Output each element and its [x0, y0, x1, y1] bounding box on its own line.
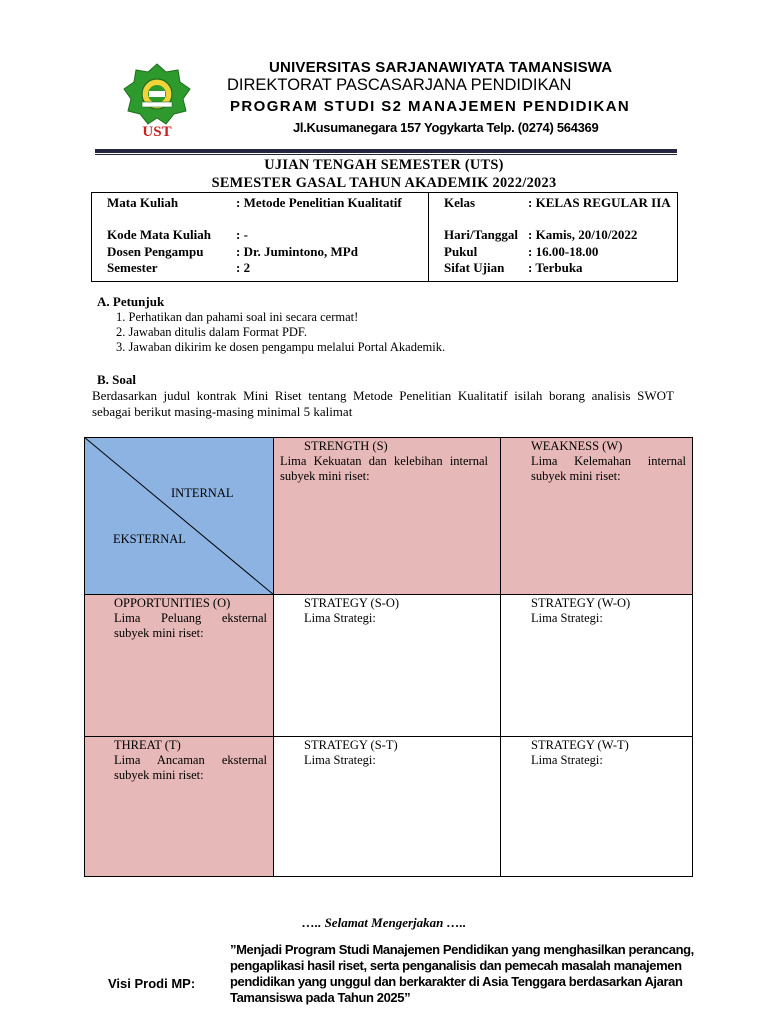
- pukul-label: Pukul: [444, 244, 478, 259]
- strategy-so-desc: Lima Strategi:: [304, 611, 376, 625]
- soal-heading: B. Soal: [97, 372, 137, 387]
- exam-semester: SEMESTER GASAL TAHUN AKADEMIK 2022/2023: [211, 175, 557, 191]
- logo-text: UST: [142, 124, 172, 140]
- weakness-heading: WEAKNESS (W): [531, 439, 623, 453]
- sifat-label: Sifat Ujian: [444, 260, 505, 275]
- strength-desc: Lima Kekuatan dan kelebihan internal subyek mini riset:: [280, 454, 488, 483]
- university-logo: [122, 62, 192, 140]
- strategy-so-heading: STRATEGY (S-O): [304, 596, 400, 610]
- threat-desc: Lima Ancaman eksternal subyek mini riset:: [114, 753, 267, 782]
- strategy-st-desc: Lima Strategi:: [304, 753, 376, 767]
- strategy-wt-desc: Lima Strategi:: [531, 753, 603, 767]
- dosen-label: Dosen Pengampu: [107, 244, 204, 259]
- strategy-wo-heading: STRATEGY (W-O): [531, 596, 631, 610]
- threat-heading: THREAT (T): [114, 738, 181, 752]
- hari-value: : Kamis, 20/10/2022: [528, 227, 638, 242]
- opportunities-heading: OPPORTUNITIES (O): [114, 596, 231, 610]
- exam-title: UJIAN TENGAH SEMESTER (UTS): [264, 157, 504, 173]
- header-divider-thin: [95, 154, 677, 155]
- program-name: PROGRAM STUDI S2 MANAJEMEN PENDIDIKAN: [230, 98, 631, 115]
- petunjuk-item: 2. Jawaban ditulis dalam Format PDF.: [116, 325, 307, 339]
- hari-label: Hari/Tanggal: [444, 227, 518, 242]
- strategy-wt-heading: STRATEGY (W-T): [531, 738, 629, 752]
- strategy-wo-cell: [500, 594, 693, 737]
- petunjuk-item: 3. Jawaban dikirim ke dosen pengampu melalui Portal Akademik.: [116, 340, 446, 354]
- visi-line: Tamansiswa pada Tahun 2025”: [230, 990, 411, 1005]
- threat-cell: [84, 736, 274, 877]
- closing-greeting: ….. Selamat Mengerjakan …..: [301, 915, 467, 930]
- swot-table: [84, 437, 693, 877]
- swot-corner-cell: [84, 437, 274, 595]
- strength-cell: [273, 437, 501, 595]
- opportunities-desc: Lima Peluang eksternal subyek mini riset:: [114, 611, 267, 640]
- petunjuk-heading: A. Petunjuk: [97, 294, 165, 309]
- visi-label: Visi Prodi MP:: [108, 976, 196, 991]
- pukul-value: : 16.00-18.00: [528, 244, 599, 259]
- strategy-st-cell: [273, 736, 501, 877]
- kode-label: Kode Mata Kuliah: [107, 227, 212, 242]
- kelas-label: Kelas: [444, 195, 476, 210]
- sifat-value: : Terbuka: [528, 260, 583, 275]
- soal-text: Berdasarkan judul kontrak Mini Riset tentang Metode Penelitian Kualitatif isilah borang analisis SWOT sebagai berikut masing-masing minimal 5 kalimat: [92, 388, 674, 419]
- university-name: UNIVERSITAS SARJANAWIYATA TAMANSISWA: [269, 59, 613, 76]
- mata-kuliah-label: Mata Kuliah: [107, 195, 179, 210]
- internal-label: INTERNAL: [171, 486, 234, 500]
- kelas-value: : KELAS REGULAR IIA: [528, 195, 671, 210]
- strategy-so-cell: [273, 594, 501, 737]
- eksternal-label: EKSTERNAL: [113, 532, 186, 546]
- info-box-divider: [428, 192, 429, 282]
- mata-kuliah-value: : Metode Penelitian Kualitatif: [236, 195, 402, 210]
- corner-diagonal: [84, 437, 274, 595]
- visi-line: pendidikan yang unggul dan berkarakter di Asia Tenggara berdasarkan Ajaran: [230, 974, 683, 989]
- strategy-st-heading: STRATEGY (S-T): [304, 738, 398, 752]
- weakness-desc: Lima Kelemahan internal subyek mini riset:: [531, 454, 686, 483]
- petunjuk-item: 1. Perhatikan dan pahami soal ini secara cermat!: [116, 310, 359, 324]
- strategy-wt-cell: [500, 736, 693, 877]
- header-divider-thick: [95, 149, 677, 153]
- directorate-name: DIREKTORAT PASCASARJANA PENDIDIKAN: [227, 76, 572, 94]
- semester-label: Semester: [107, 260, 158, 275]
- visi-line: ”Menjadi Program Studi Manajemen Pendidikan yang menghasilkan perancang,: [230, 942, 694, 957]
- semester-value: : 2: [236, 260, 251, 275]
- strength-heading: STRENGTH (S): [304, 439, 388, 453]
- weakness-cell: [500, 437, 693, 595]
- opportunities-cell: [84, 594, 274, 737]
- dosen-value: : Dr. Jumintono, MPd: [236, 244, 358, 259]
- strategy-wo-desc: Lima Strategi:: [531, 611, 603, 625]
- visi-line: pengaplikasi hasil riset, serta penganalisis dan pemecah masalah manajemen: [230, 958, 682, 973]
- address: Jl.Kusumanegara 157 Yogykarta Telp. (0274) 564369: [293, 120, 599, 135]
- kode-value: : -: [236, 227, 248, 242]
